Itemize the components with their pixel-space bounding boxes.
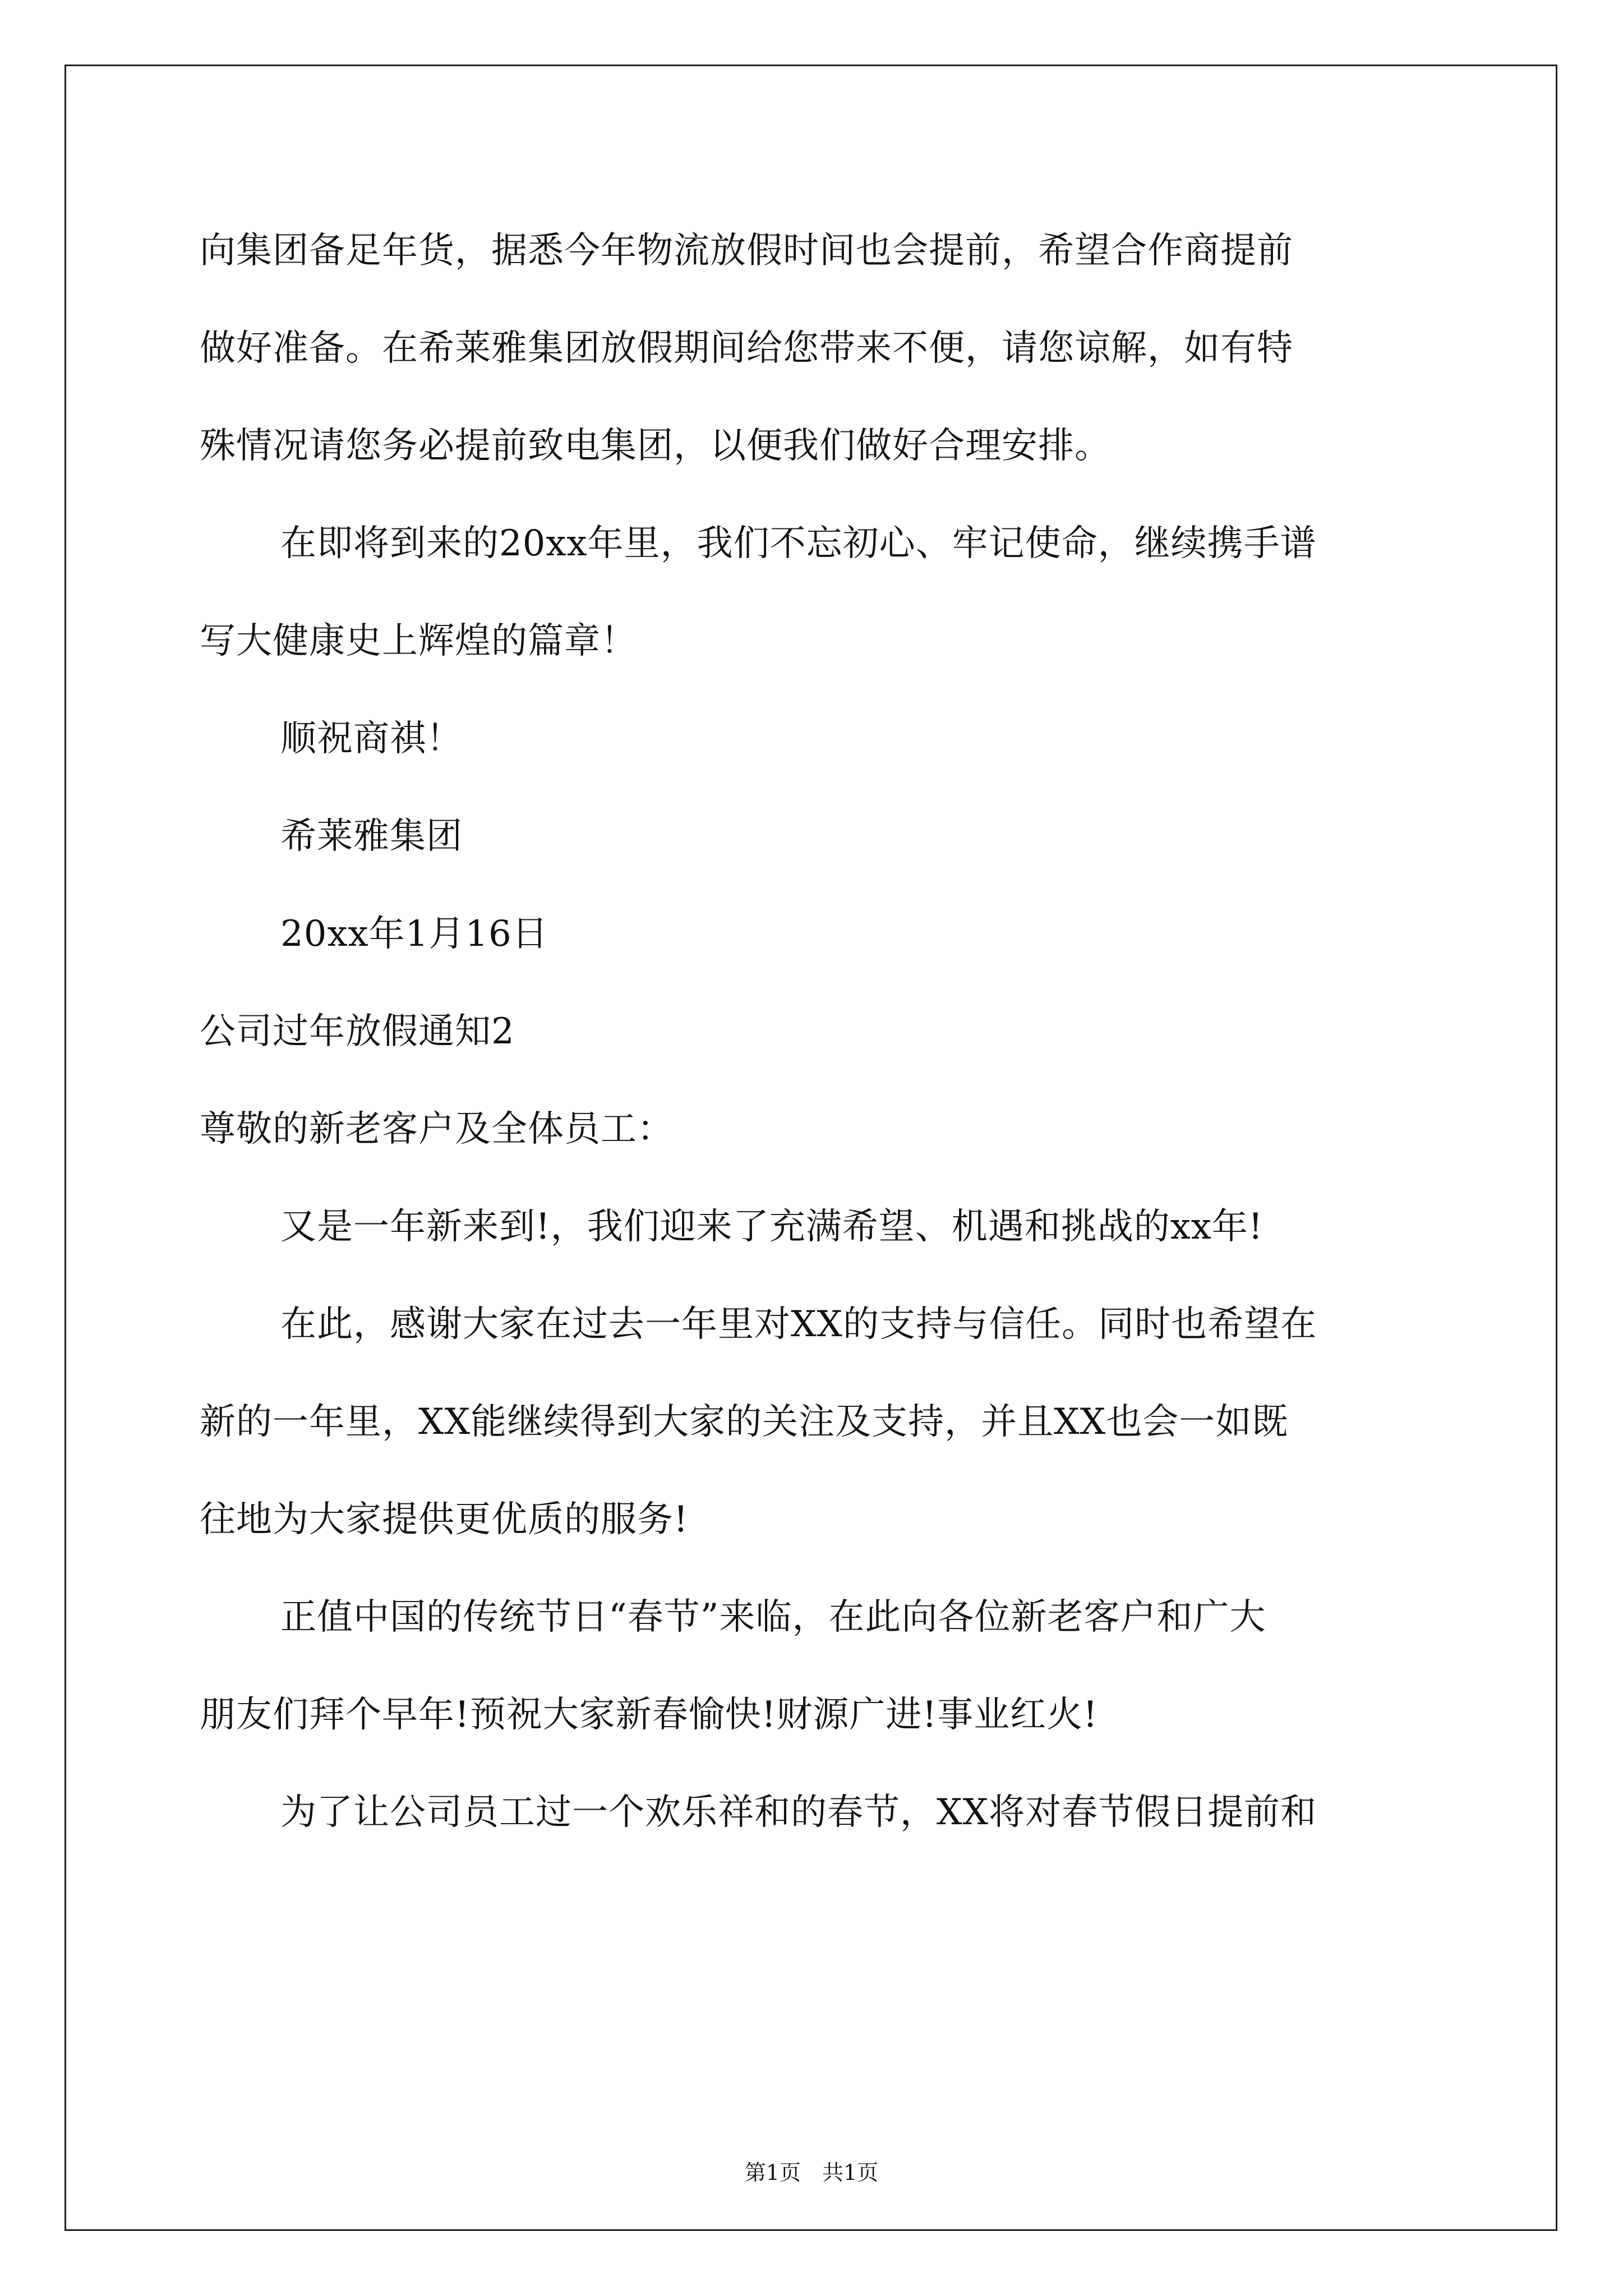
paragraph-line-15: 正值中国的传统节日“春节”来临，在此向各位新老客户和广大 bbox=[280, 1596, 1266, 1638]
salutation: 尊敬的新老客户及全体员工： bbox=[200, 1108, 674, 1150]
paragraph-line-5: 写大健康史上辉煌的篇章！ bbox=[200, 620, 637, 662]
paragraph-line-11: 又是一年新来到!，我们迎来了充满希望、机遇和挑战的xx年! bbox=[280, 1206, 1264, 1248]
paragraph-line-4: 在即将到来的20xx年里，我们不忘初心、牢记使命，继续携手谱 bbox=[280, 523, 1317, 564]
paragraph-line-17: 为了让公司员工过一个欢乐祥和的春节，XX将对春节假日提前和 bbox=[280, 1792, 1317, 1833]
paragraph-line-1: 向集团备足年货，据悉今年物流放假时间也会提前，希望合作商提前 bbox=[200, 230, 1293, 272]
paragraph-line-13: 新的一年里，XX能继续得到大家的关注及支持，并且XX也会一如既 bbox=[200, 1401, 1289, 1443]
paragraph-line-14: 往地为大家提供更优质的服务! bbox=[200, 1499, 689, 1540]
paragraph-line-16: 朋友们拜个早年!预祝大家新春愉快!财源广进!事业红火! bbox=[200, 1694, 1098, 1736]
closing-greeting: 顺祝商祺！ bbox=[280, 718, 463, 760]
signature-company: 希莱雅集团 bbox=[280, 816, 463, 857]
signature-date: 20xx年1月16日 bbox=[280, 913, 548, 955]
paragraph-line-3: 殊情况请您务必提前致电集团，以便我们做好合理安排。 bbox=[200, 425, 1111, 467]
paragraph-line-12: 在此，感谢大家在过去一年里对XX的支持与信任。同时也希望在 bbox=[280, 1304, 1317, 1345]
page-number-footer: 第1页 共1页 bbox=[744, 2160, 879, 2185]
section-heading: 公司过年放假通知2 bbox=[200, 1011, 515, 1052]
paragraph-line-2: 做好准备。在希莱雅集团放假期间给您带来不便，请您谅解，如有特 bbox=[200, 328, 1293, 369]
